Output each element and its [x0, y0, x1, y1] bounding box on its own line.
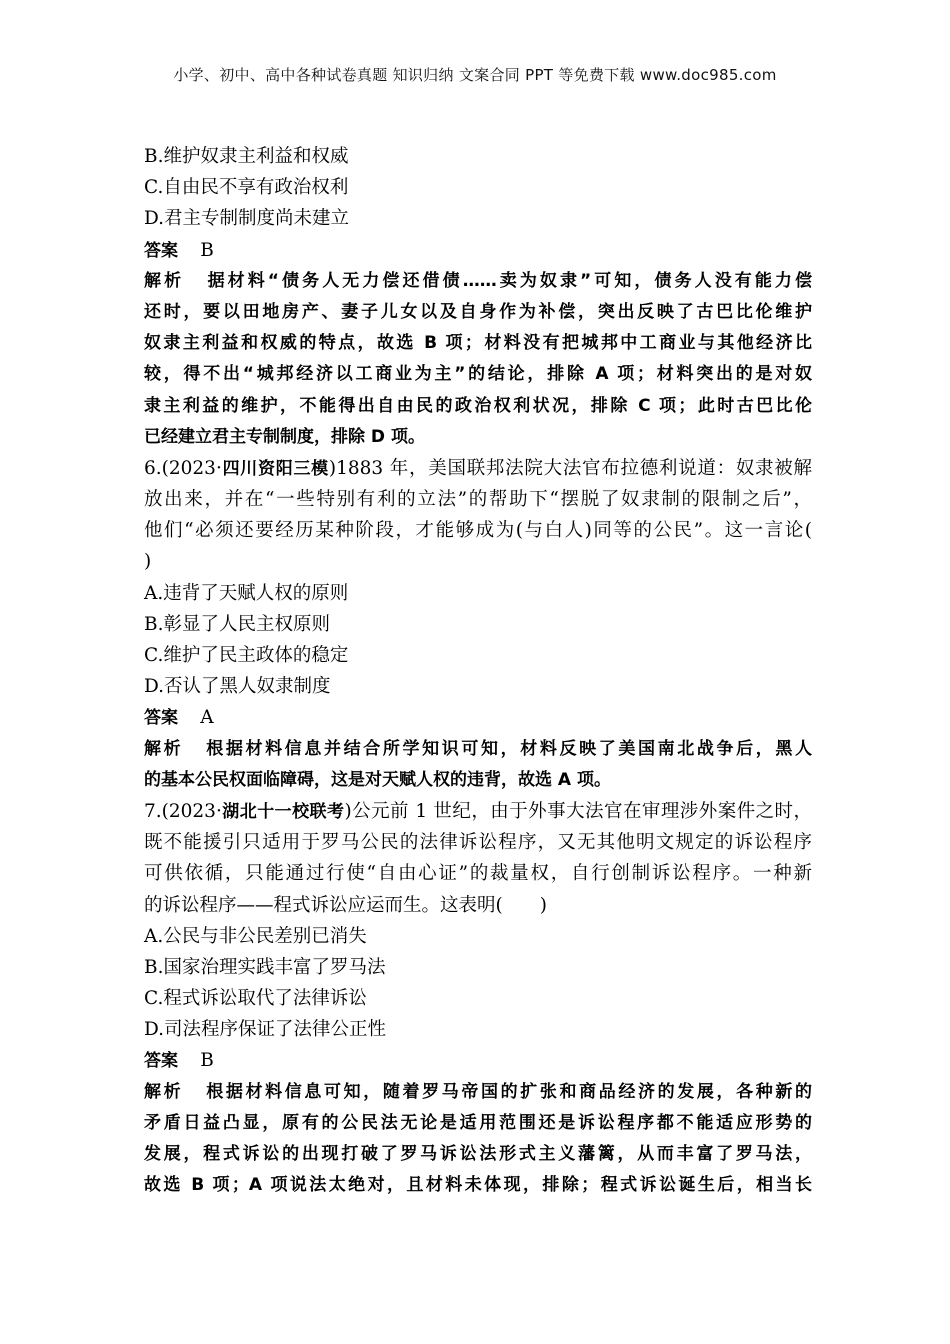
- analysis-line: 矛盾日益凸显，原有的公民法无论是适用范围还是诉讼程序都不能适应形势的: [144, 1112, 812, 1133]
- stem-line: 他们“必须还要经历某种阶段，才能够成为(与白人)同等的公民”。这一言论(: [144, 520, 812, 542]
- q7-option-c: C.程式诉讼取代了法律诉讼: [144, 988, 367, 1010]
- answer-label: 答案: [144, 1051, 178, 1072]
- stem-line: 可供依循，只能通过行使“自由心证”的裁量权，自行创制诉讼程序。一种新: [144, 863, 812, 885]
- q5-option-c: C.自由民不享有政治权利: [144, 177, 349, 199]
- document-body: [144, 141, 812, 1201]
- q5-option-d: D.君主专制制度尚未建立: [144, 208, 350, 230]
- q6-stem: [144, 453, 812, 484]
- question-number: 6.(2023·: [144, 457, 222, 479]
- analysis-line: 较，得不出“城邦经济以工商业为主”的结论，排除 A 项；材料突出的是对奴: [144, 364, 812, 385]
- q6-option-c: C.维护了民主政体的稳定: [144, 645, 349, 666]
- answer-value: A: [200, 707, 214, 729]
- q7-answer: [144, 1045, 812, 1076]
- question-number: 7.(2023·: [144, 800, 222, 822]
- analysis-text: 根据材料信息并结合所学知识可知，材料反映了美国南北战争后，黑人: [203, 738, 812, 759]
- q6-option-b: B.彰显了人民主权原则: [144, 613, 330, 635]
- question-stem: )公元前 1 世纪，由于外事大法官在审理涉外案件之时，: [344, 800, 813, 822]
- analysis-line: 奴隶主利益和权威的特点，故选 B 项；材料没有把城邦中工商业与其他经济比: [144, 333, 812, 354]
- answer-label: 答案: [144, 708, 178, 729]
- q7-analysis: [144, 1077, 812, 1108]
- q5-analysis: [144, 266, 812, 297]
- q5-option-b: B.维护奴隶主利益和权威: [144, 146, 349, 167]
- analysis-line: 故选 B 项；A 项说法太绝对，且材料未体现，排除；程式诉讼诞生后，相当长: [144, 1175, 812, 1196]
- stem-line: 放出来，并在“一些特别有利的立法”的帮助下“摆脱了奴隶制的限制之后”，: [144, 489, 812, 511]
- analysis-label: 解析: [144, 270, 185, 291]
- analysis-text: 根据材料信息可知，随着罗马帝国的扩张和商品经济的发展，各种新的: [203, 1081, 812, 1102]
- q6-answer: [144, 702, 812, 733]
- stem-line: ): [144, 551, 152, 573]
- answer-label: 答案: [144, 240, 178, 261]
- answer-value: B: [200, 1050, 214, 1072]
- stem-line: 的诉讼程序——程式诉讼应运而生。这表明( ): [144, 894, 547, 916]
- answer-value: B: [200, 239, 214, 261]
- q6-option-d: D.否认了黑人奴隶制度: [144, 676, 331, 698]
- analysis-line: 发展，程式诉讼的出现打破了罗马诉讼法形式主义藩篱，从而丰富了罗马法，: [144, 1144, 812, 1164]
- question-source: 四川资阳三模: [221, 458, 329, 479]
- analysis-label: 解析: [144, 738, 184, 759]
- analysis-line: 还时，要以田地房产、妻子儿女以及自身作为补偿，突出反映了古巴比伦维护: [144, 301, 812, 322]
- q6-option-a: A.违背了天赋人权的原则: [144, 582, 349, 604]
- question-stem: )1883 年，美国联邦法院大法官布拉德利说道：奴隶被解: [328, 457, 812, 479]
- q7-option-b: B.国家治理实践丰富了罗马法: [144, 956, 386, 978]
- analysis-line: 已经建立君主专制制度，排除 D 项。: [144, 426, 425, 447]
- analysis-label: 解析: [144, 1081, 184, 1102]
- stem-line: 既不能援引只适用于罗马公民的法律诉讼程序，又无其他明文规定的诉讼程序: [144, 832, 812, 854]
- q5-answer: [144, 235, 812, 266]
- q6-analysis: [144, 734, 812, 765]
- q7-stem: [144, 796, 812, 827]
- q7-option-d: D.司法程序保证了法律公正性: [144, 1019, 387, 1041]
- q7-option-a: A.公民与非公民差别已消失: [144, 925, 367, 947]
- analysis-line: 的基本公民权面临障碍，这是对天赋人权的违背，故选 A 项。: [144, 769, 611, 790]
- analysis-line: 隶主利益的维护，不能得出自由民的政治权利状况，排除 C 项；此时古巴比伦: [144, 395, 812, 416]
- analysis-text: 据材料“债务人无力偿还借债……卖为奴隶”可知，债务人没有能力偿: [204, 270, 812, 291]
- question-source: 湖北十一校联考: [221, 801, 345, 822]
- page-header: 小学、初中、高中各种试卷真题 知识归纳 文案合同 PPT 等免费下载 www.doc985.com: [173, 66, 777, 84]
